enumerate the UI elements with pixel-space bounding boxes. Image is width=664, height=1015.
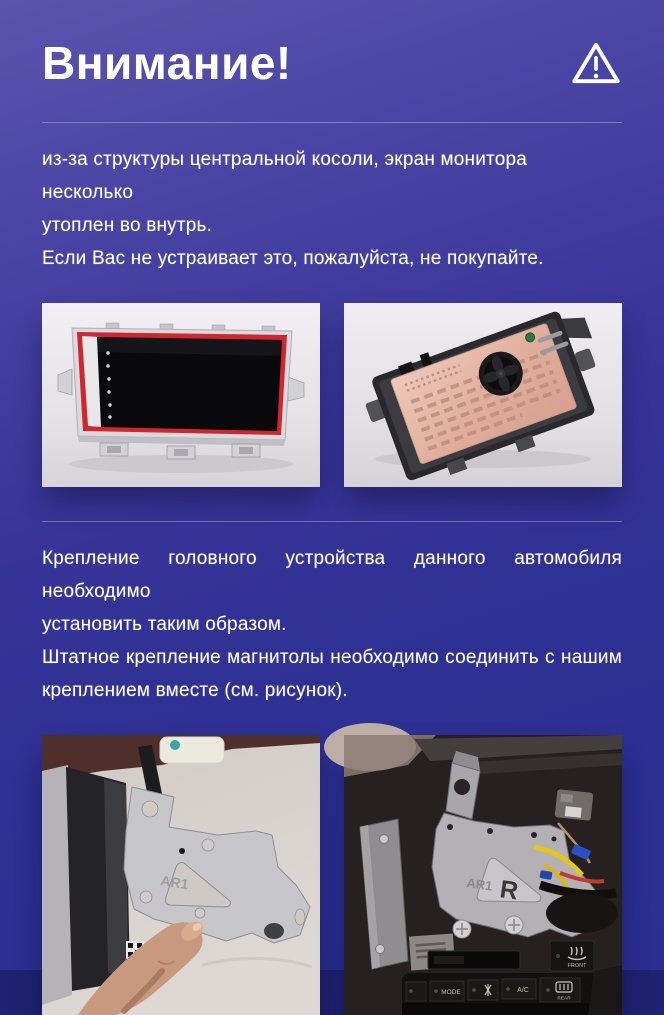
front-defrost-button	[550, 941, 594, 971]
notice-text-1	[42, 143, 622, 275]
arm-hole	[454, 779, 470, 795]
notice2-line-1: Крепление головного устройства данного автомобиля необходимо	[42, 548, 622, 602]
photo-head-unit-front	[42, 303, 320, 487]
mode-button-label: MODE	[441, 989, 461, 996]
photo-row-bottom	[0, 735, 664, 1015]
warning-triangle-icon	[570, 38, 622, 88]
phillips-screw-1	[453, 920, 471, 938]
ac-button-label: A/C	[517, 987, 529, 994]
head-unit-rear-image	[344, 303, 622, 487]
front-button-label: FRONT	[567, 963, 587, 969]
bracket-installed-image	[344, 735, 622, 1015]
head-unit-front-image	[42, 303, 320, 487]
notice2-line-2: установить таким образом.	[42, 614, 287, 635]
rail-screw-1	[380, 835, 389, 844]
cable-mass	[546, 893, 618, 933]
background-object	[160, 737, 224, 763]
display-segment	[434, 956, 464, 964]
teal-mark	[170, 740, 180, 750]
photo-head-unit-rear	[344, 303, 622, 487]
connector-block	[555, 789, 594, 821]
divider-middle	[42, 521, 622, 522]
small-hole	[179, 848, 185, 854]
page-title: Внимание!	[42, 37, 292, 89]
notice1-line-1: из-за структуры центральной косоли, экран монитора несколько	[42, 149, 528, 203]
notice-text-2	[42, 542, 622, 707]
photo-bracket-installed	[344, 735, 622, 1015]
panel-base	[402, 1003, 604, 1015]
bracket-marking-label: AR1	[159, 872, 190, 893]
notice2-line-4: креплением вместе (см. рисунок).	[42, 680, 348, 701]
notice1-line-2: утоплен во внутрь.	[42, 215, 213, 236]
bracket-marking-label: AR1	[465, 875, 494, 894]
bracket-in-hand-image	[42, 735, 320, 1015]
photo-row-top	[0, 303, 664, 487]
rail-screw-2	[376, 945, 385, 954]
divider-top	[42, 122, 622, 123]
notice2-line-3: Штатное крепление магнитолы необходимо соединить с нашим	[42, 647, 622, 668]
notice1-line-3: Если Вас не устраивает это, пожалуйста, не покупайте.	[42, 248, 544, 269]
photo-bracket-in-hand	[42, 735, 320, 1015]
unit-edge	[104, 779, 128, 977]
phillips-screw-2	[505, 916, 523, 934]
rear-button-label: REAR	[557, 996, 571, 1002]
dark-hole	[264, 923, 284, 939]
bracket-side-marking: R	[498, 875, 520, 906]
climate-buttons	[406, 978, 580, 1002]
header	[0, 0, 664, 90]
